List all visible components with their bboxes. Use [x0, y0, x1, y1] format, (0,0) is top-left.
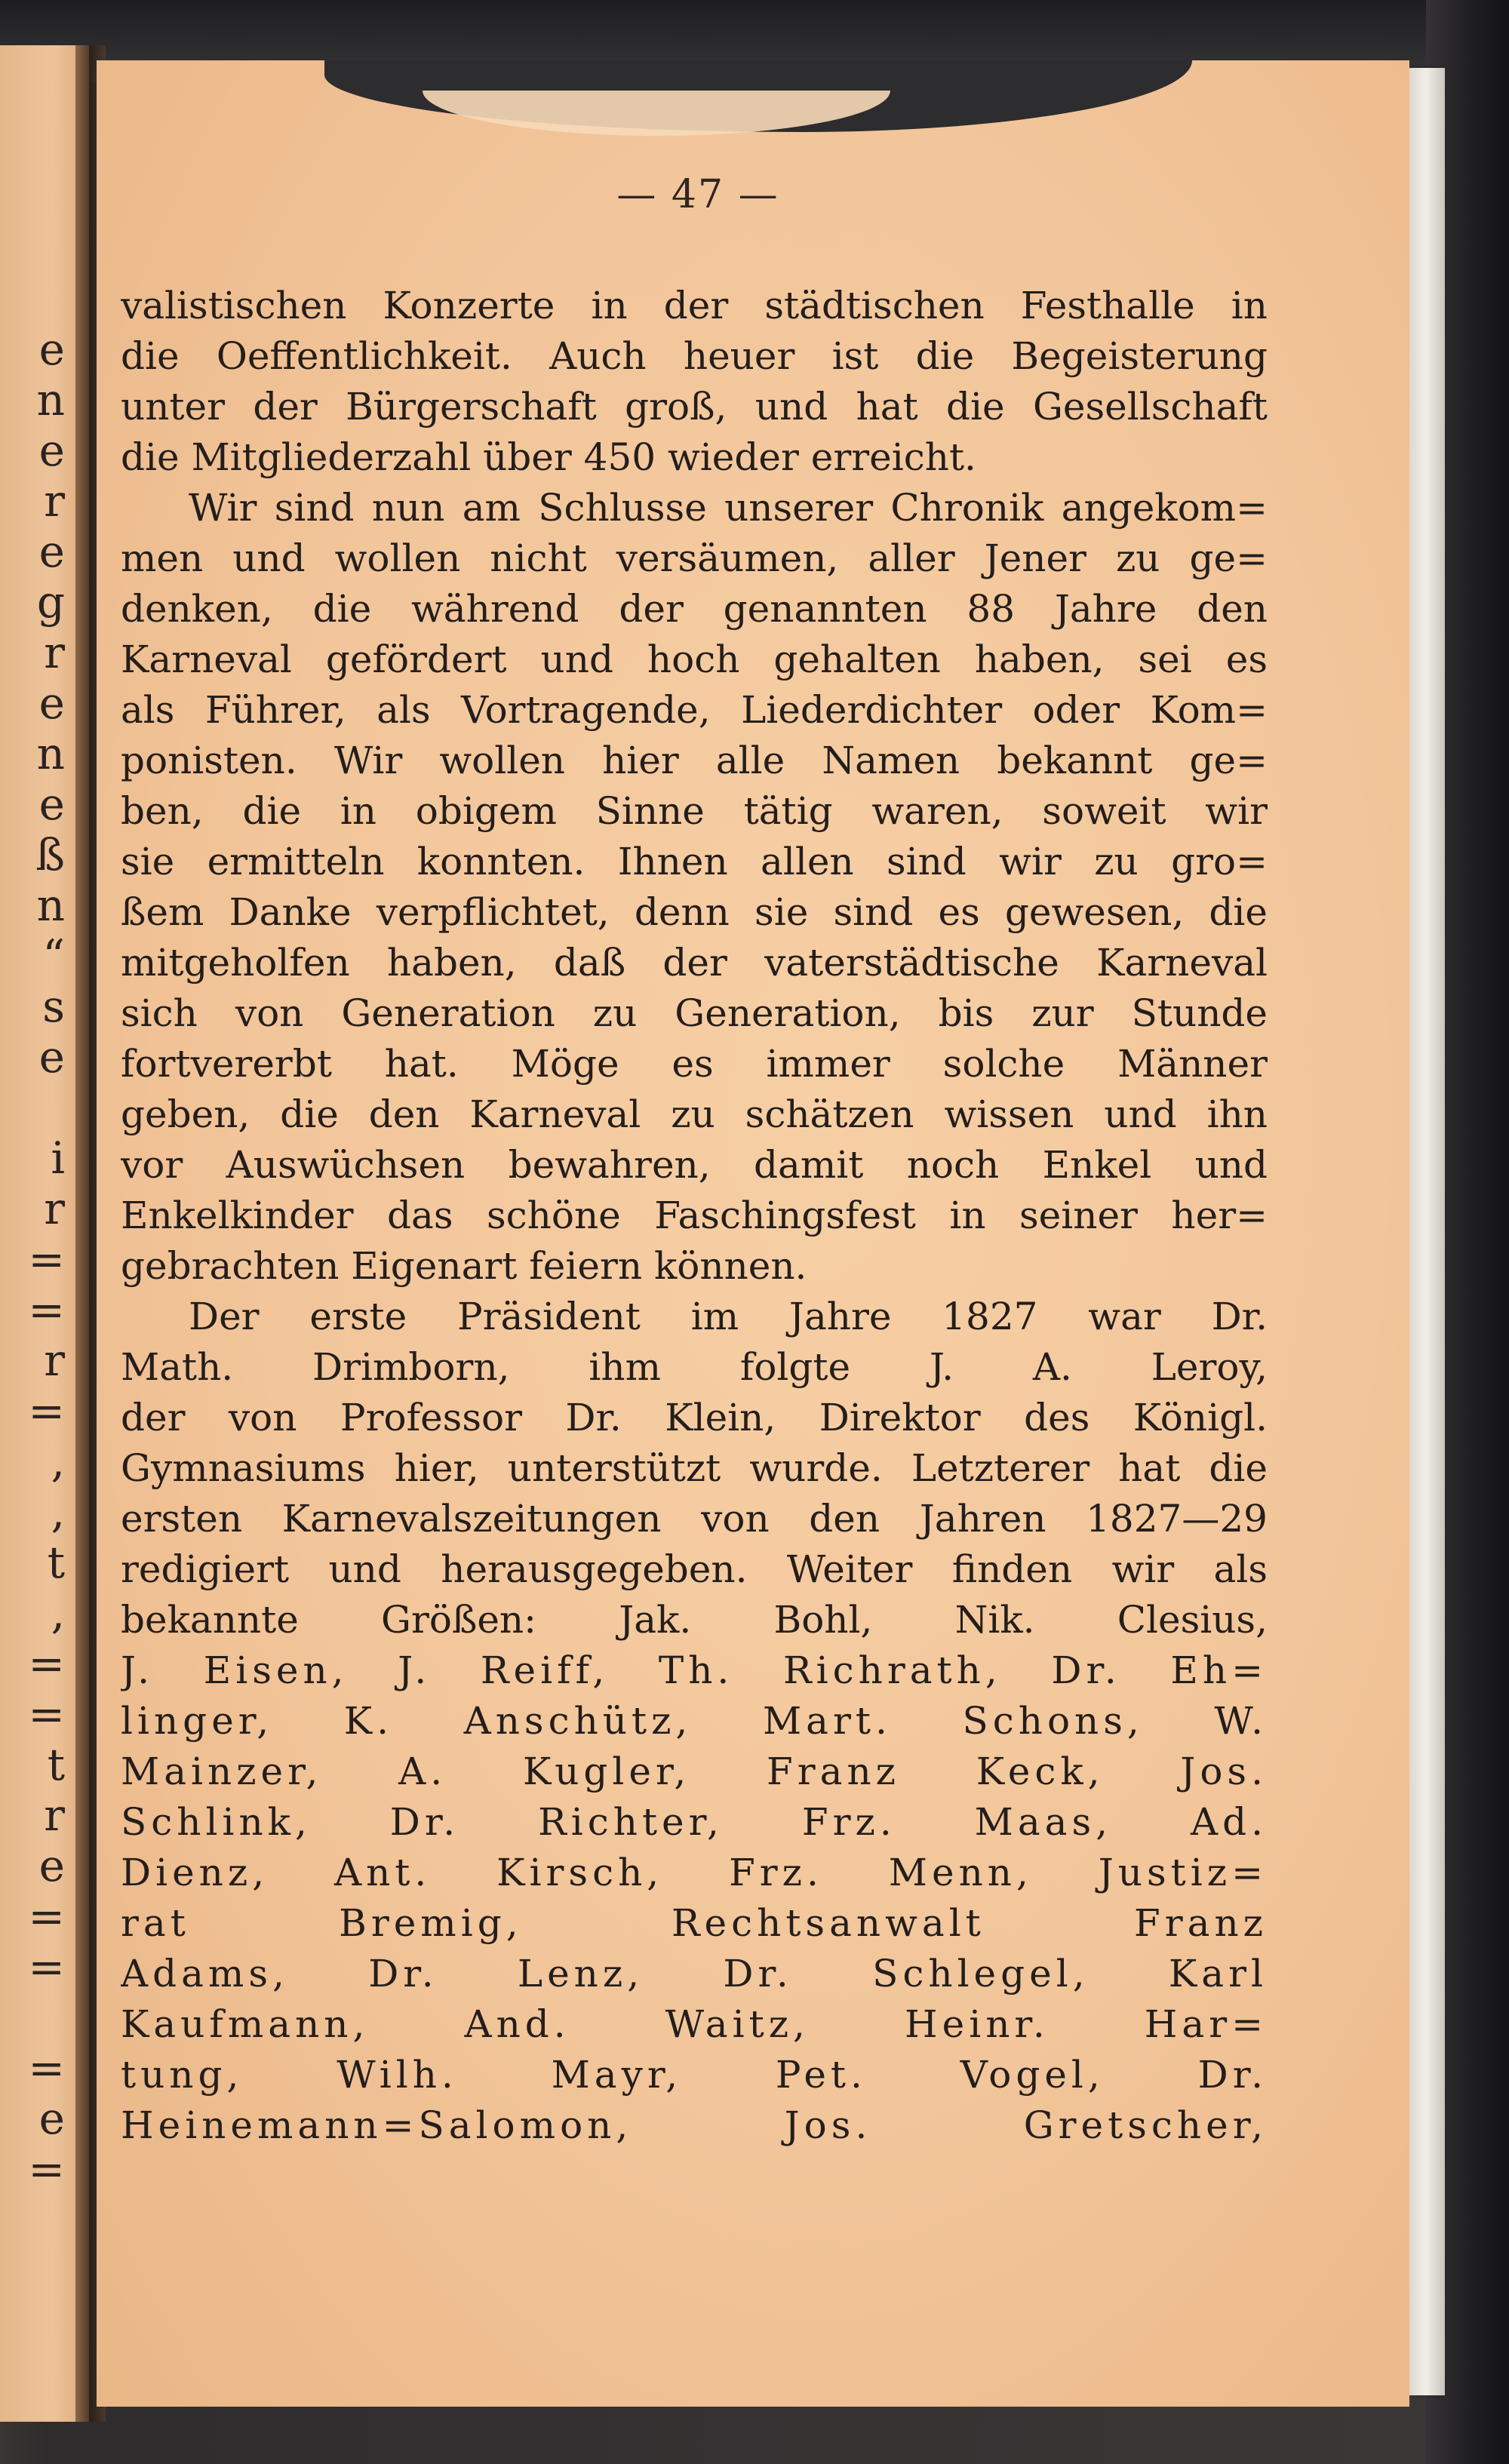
text-line: Karneval gefördert und hoch gehalten haben, sei es — [121, 638, 1268, 681]
text-line: als Führer, als Vortragende, Liederdichter oder Kom= — [121, 688, 1268, 732]
text-line: Wir sind nun am Schlusse unserer Chronik angekom= — [189, 486, 1268, 530]
text-line: bekannte Größen: Jak. Bohl, Nik. Clesius, — [121, 1598, 1268, 1642]
text-line: valistischen Konzerte in der städtischen Festhalle in — [121, 284, 1268, 327]
text-line: tung, Wilh. Mayr, Pet. Vogel, Dr. — [121, 2053, 1268, 2097]
text-line: Kaufmann, And. Waitz, Heinr. Har= — [121, 2002, 1268, 2046]
text-line: Schlink, Dr. Richter, Frz. Maas, Ad. — [121, 1800, 1268, 1844]
text-line: redigiert und herausgegeben. Weiter finden wir als — [121, 1547, 1268, 1591]
text-line: die Oeffentlichkeit. Auch heuer ist die Begeisterung — [121, 334, 1268, 378]
text-line: Dienz, Ant. Kirsch, Frz. Menn, Justiz= — [121, 1851, 1268, 1894]
page-body-text — [121, 281, 1268, 2151]
text-line: sie ermitteln konnten. Ihnen allen sind wir zu gro= — [121, 840, 1268, 883]
text-line: geben, die den Karneval zu schätzen wissen und ihn — [121, 1092, 1268, 1136]
text-line: Mainzer, A. Kugler, Franz Keck, Jos. — [121, 1750, 1268, 1793]
text-line: der von Professor Dr. Klein, Direktor des Königl. — [121, 1396, 1268, 1439]
text-line: ßem Danke verpflichtet, denn sie sind es gewesen, die — [121, 890, 1268, 934]
text-line: denken, die während der genannten 88 Jahre den — [121, 587, 1268, 631]
text-line: fortvererbt hat. Möge es immer solche Männer — [121, 1042, 1268, 1086]
text-line: unter der Bürgerschaft groß, und hat die Gesellschaft — [121, 385, 1268, 429]
text-line: Enkelkinder das schöne Faschingsfest in seiner her= — [121, 1194, 1268, 1237]
text-line: ersten Karnevalszeitungen von den Jahren 1827—29 — [121, 1497, 1268, 1541]
text-line: gebrachten Eigenart feiern können. — [121, 1244, 807, 1288]
text-line: Heinemann=Salomon, Jos. Gretscher, — [121, 2103, 1268, 2147]
text-line: linger, K. Anschütz, Mart. Schons, W. — [121, 1699, 1268, 1743]
text-line: Der erste Präsident im Jahre 1827 war Dr. — [189, 1295, 1268, 1338]
text-line: J. Eisen, J. Reiff, Th. Richrath, Dr. Eh= — [121, 1648, 1268, 1692]
text-line: ben, die in obigem Sinne tätig waren, soweit wir — [121, 789, 1268, 833]
text-line: Gymnasiums hier, unterstützt wurde. Letzterer hat die — [121, 1446, 1268, 1490]
text-line: ponisten. Wir wollen hier alle Namen bekannt ge= — [121, 739, 1268, 782]
text-line: die Mitgliederzahl über 450 wieder erreicht. — [121, 435, 976, 479]
text-line: Math. Drimborn, ihm folgte J. A. Leroy, — [121, 1345, 1268, 1389]
page-number: — 47 — — [616, 172, 779, 217]
left-page-edge-text: e n e r e g r e n e ß n “ s e i r = = r = , , t , = = t r e = = = e = — [28, 324, 65, 2195]
text-line: sich von Generation zu Generation, bis zur Stunde — [121, 991, 1268, 1035]
text-line: Adams, Dr. Lenz, Dr. Schlegel, Karl — [121, 1952, 1268, 1995]
text-line: vor Auswüchsen bewahren, damit noch Enkel und — [121, 1143, 1268, 1187]
endpaper-strip — [1407, 68, 1445, 2395]
text-line: mitgeholfen haben, daß der vaterstädtische Karneval — [121, 941, 1268, 985]
text-line: rat Bremig, Rechtsanwalt Franz — [121, 1901, 1268, 1945]
text-line: men und wollen nicht versäumen, aller Jener zu ge= — [121, 536, 1268, 580]
